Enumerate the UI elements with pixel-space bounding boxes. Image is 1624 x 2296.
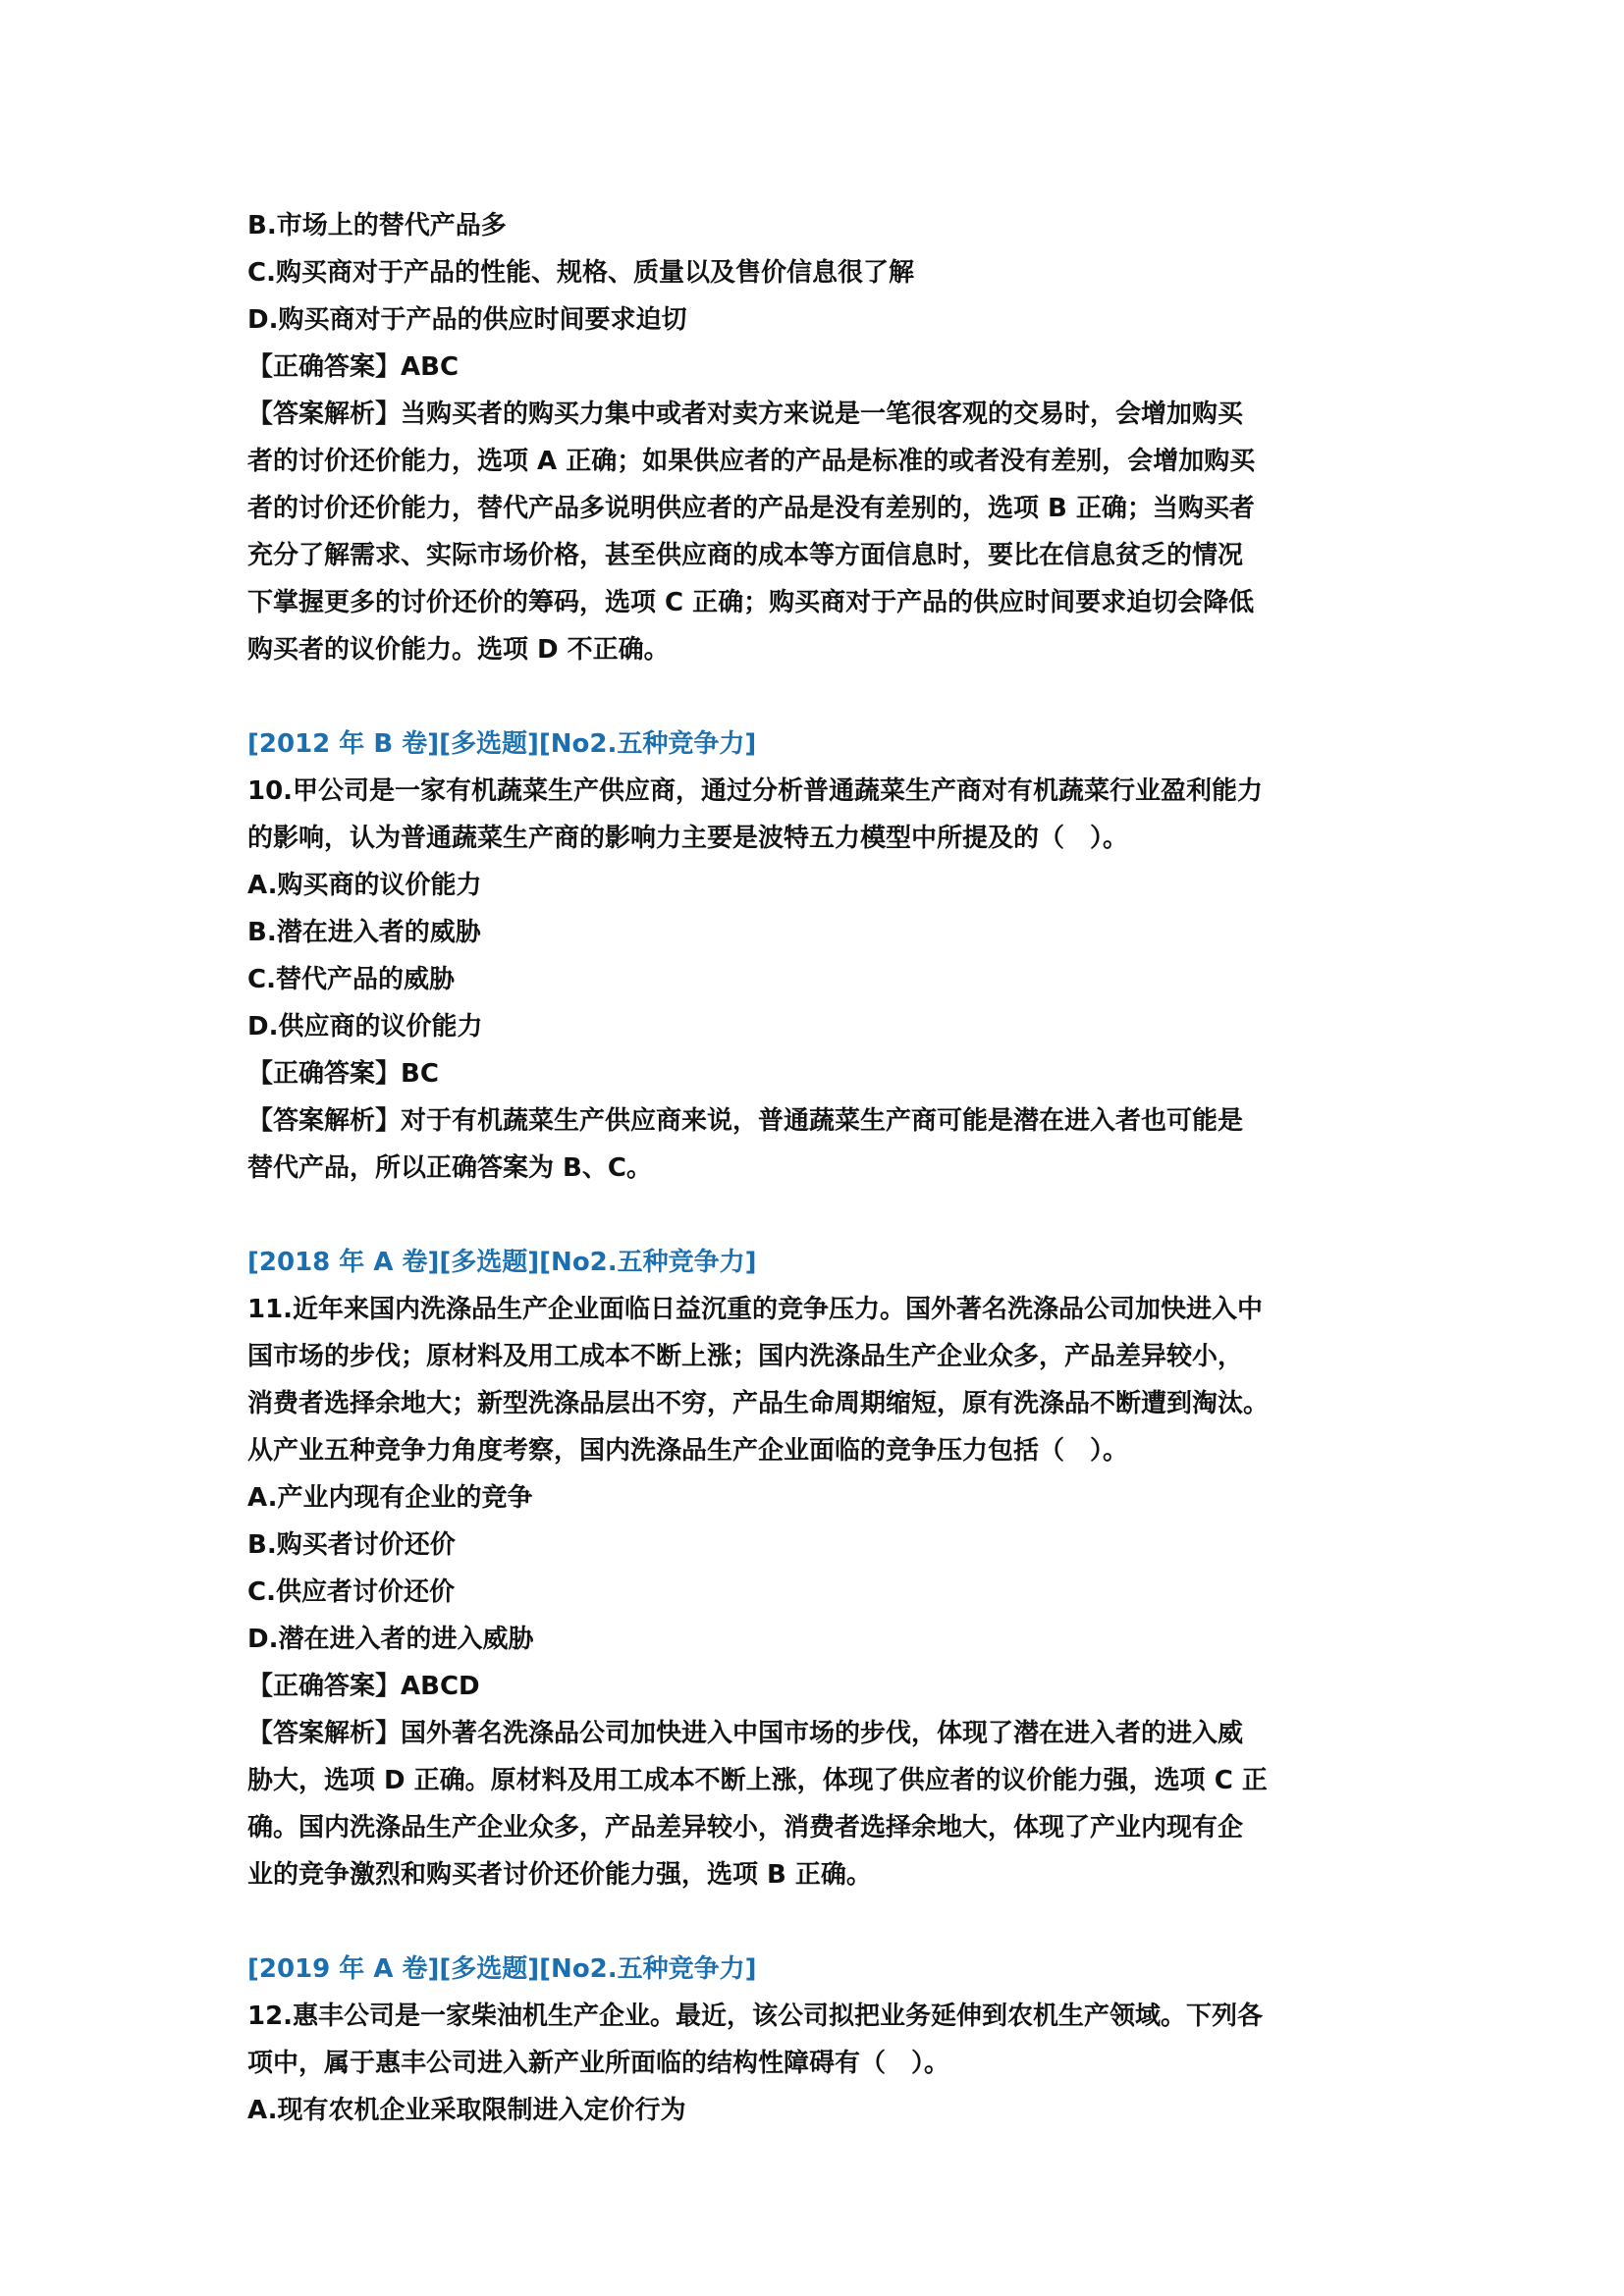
answer-explanation-line: 充分了解需求、实际市场价格，甚至供应商的成本等方面信息时，要比在信息贫乏的情况 bbox=[247, 541, 1244, 570]
option-line: B.购买者讨价还价 bbox=[247, 1530, 456, 1560]
question-stem-line: 从产业五种竞争力角度考察，国内洗涤品生产企业面临的竞争压力包括（ ）。 bbox=[247, 1436, 1129, 1466]
answer-explanation-line: 【答案解析】当购买者的购买力集中或者对卖方来说是一笔很客观的交易时，会增加购买 bbox=[247, 400, 1244, 429]
question-category-tag: [2018 年 A 卷][多选题][No2.五种竞争力] bbox=[247, 1248, 757, 1277]
paragraph-gap bbox=[247, 1898, 1396, 1946]
question-stem-line: 的影响，认为普通蔬菜生产商的影响力主要是波特五力模型中所提及的（ ）。 bbox=[247, 824, 1129, 853]
option-line: A.现有农机企业采取限制进入定价行为 bbox=[247, 2096, 686, 2125]
option-line: C.替代产品的威胁 bbox=[247, 965, 455, 994]
answer-explanation-line: 者的讨价还价能力，选项 A 正确；如果供应者的产品是标准的或者没有差别，会增加购买 bbox=[247, 447, 1256, 476]
document-body bbox=[247, 202, 1396, 2134]
answer-explanation-line: 【答案解析】国外著名洗涤品公司加快进入中国市场的步伐，体现了潜在进入者的进入威 bbox=[247, 1719, 1244, 1748]
question-stem-line: 国市场的步伐；原材料及用工成本不断上涨；国内洗涤品生产企业众多，产品差异较小， bbox=[247, 1342, 1244, 1371]
question-stem-line: 项中，属于惠丰公司进入新产业所面临的结构性障碍有（ ）。 bbox=[247, 2049, 950, 2078]
answer-explanation-line: 业的竞争激烈和购买者讨价还价能力强，选项 B 正确。 bbox=[247, 1860, 872, 1890]
paragraph-gap bbox=[247, 673, 1396, 721]
option-line: D.潜在进入者的进入威胁 bbox=[247, 1625, 534, 1654]
question-stem-line: 消费者选择余地大；新型洗涤品层出不穷，产品生命周期缩短，原有洗涤品不断遭到淘汰。 bbox=[247, 1389, 1270, 1418]
question-stem-line: 12.惠丰公司是一家柴油机生产企业。最近，该公司拟把业务延伸到农机生产领域。下列各 bbox=[247, 2002, 1264, 2031]
answer-explanation-line: 替代产品，所以正确答案为 B、C。 bbox=[247, 1153, 652, 1183]
option-line: B.市场上的替代产品多 bbox=[247, 211, 507, 240]
paragraph-gap bbox=[247, 1192, 1396, 1239]
question-category-tag: [2012 年 B 卷][多选题][No2.五种竞争力] bbox=[247, 729, 757, 759]
answer-explanation-line: 下掌握更多的讨价还价的筹码，选项 C 正确；购买商对于产品的供应时间要求迫切会降低 bbox=[247, 588, 1255, 617]
correct-answer-line: 【正确答案】BC bbox=[247, 1059, 439, 1089]
question-stem-line: 11.近年来国内洗涤品生产企业面临日益沉重的竞争压力。国外著名洗涤品公司加快进入中 bbox=[247, 1295, 1264, 1324]
option-line: C.购买商对于产品的性能、规格、质量以及售价信息很了解 bbox=[247, 258, 914, 288]
option-line: A.购买商的议价能力 bbox=[247, 871, 482, 900]
option-line: D.供应商的议价能力 bbox=[247, 1012, 483, 1041]
option-line: D.购买商对于产品的供应时间要求迫切 bbox=[247, 305, 687, 335]
answer-explanation-line: 者的讨价还价能力，替代产品多说明供应者的产品是没有差别的，选项 B 正确；当购买者 bbox=[247, 494, 1255, 523]
answer-explanation-line: 确。国内洗涤品生产企业众多，产品差异较小，消费者选择余地大，体现了产业内现有企 bbox=[247, 1813, 1244, 1842]
answer-explanation-line: 胁大，选项 D 正确。原材料及用工成本不断上涨，体现了供应者的议价能力强，选项 C 正 bbox=[247, 1766, 1268, 1795]
option-line: B.潜在进入者的威胁 bbox=[247, 918, 481, 947]
question-category-tag: [2019 年 A 卷][多选题][No2.五种竞争力] bbox=[247, 1954, 757, 1984]
correct-answer-line: 【正确答案】ABCD bbox=[247, 1672, 480, 1701]
option-line: C.供应者讨价还价 bbox=[247, 1577, 455, 1607]
answer-explanation-line: 购买者的议价能力。选项 D 不正确。 bbox=[247, 635, 670, 665]
correct-answer-line: 【正确答案】ABC bbox=[247, 352, 460, 382]
question-stem-line: 10.甲公司是一家有机蔬菜生产供应商，通过分析普通蔬菜生产商对有机蔬菜行业盈利能力 bbox=[247, 776, 1264, 806]
option-line: A.产业内现有企业的竞争 bbox=[247, 1483, 533, 1513]
answer-explanation-line: 【答案解析】对于有机蔬菜生产供应商来说，普通蔬菜生产商可能是潜在进入者也可能是 bbox=[247, 1106, 1244, 1136]
